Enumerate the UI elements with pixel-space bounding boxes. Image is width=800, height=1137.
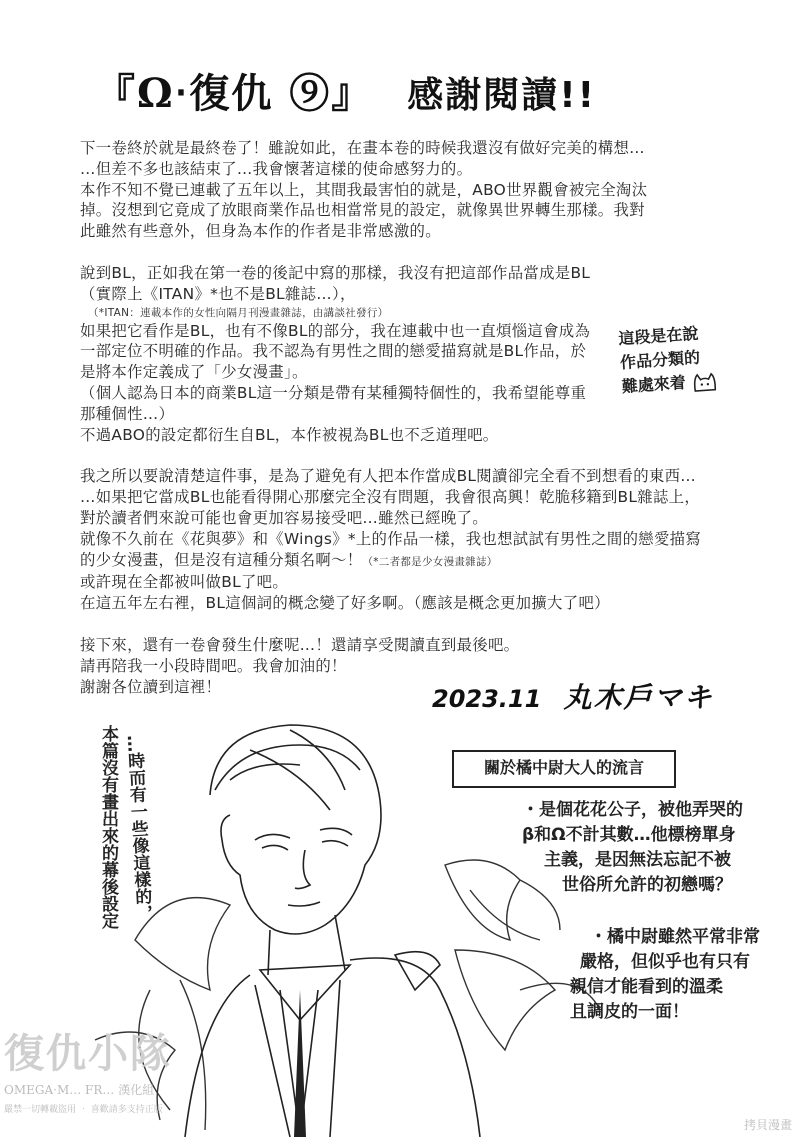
- text-line: …如果把它當成BL也能看得開心那麼完全沒有問題，我會很高興！乾脆移籍到BL雜誌上，: [80, 488, 701, 507]
- text-line: 此雖然有些意外，但身為本作的作者是非常感激的。: [80, 222, 441, 241]
- text-line: 我之所以要說清楚這件事，是為了避免有人把本作當成BL閱讀卻完全看不到想看的東西…: [80, 467, 696, 486]
- text-line: 本作不知不覺已連載了五年以上，其間我最害怕的就是，ABO世界觀會被完全淘汰: [80, 180, 648, 199]
- character-head: [210, 725, 381, 934]
- text-line: 就像不久前在《花與夢》和《Wings》*上的作品一樣，我也想試試有男性之間的戀愛描寫: [80, 529, 702, 548]
- note-line: 難處來着: [621, 365, 772, 399]
- text-line: 說到BL，正如我在第一卷的後記中寫的那樣，我沒有把這部作品當成是BL: [80, 263, 591, 282]
- text-line: 不過ABO的設定都衍生自BL，本作被視為BL也不乏道理吧。: [80, 425, 499, 444]
- text-line: 或許現在全都被叫做BL了吧。: [80, 573, 289, 592]
- text-line: （實際上《ITAN》*也不是BL雜誌…），: [80, 284, 356, 303]
- signature-name: 丸木戶マキ: [563, 681, 714, 714]
- rumor-box-title: 關於橘中尉大人的流言: [452, 750, 676, 788]
- text-line: 一部定位不明確的作品。我不認為有男性之間的戀愛描寫就是BL作品，於: [80, 342, 587, 361]
- text-line: 那種個性…）: [80, 404, 175, 423]
- text-line: 下一卷終於就是最終卷了！雖說如此，在畫本卷的時候我還沒有做好完美的構想…: [80, 139, 645, 157]
- text-line: （個人認為日本的商業BL這一分類是帶有某種獨特個性的，我希望能尊重: [80, 383, 587, 402]
- title-main: 『Ω‧復仇 ⑨』: [95, 70, 374, 117]
- footnote: （*ITAN：連載本作的女性向隔月刊漫畫雜誌，由講談社發行）: [88, 306, 389, 319]
- text-line: 謝謝各位讀到這裡！: [80, 677, 222, 696]
- text-line: 是將本作定義成了「少女漫畫」。: [80, 363, 308, 382]
- vertical-note-middle: …時而有一些像這樣的，: [122, 734, 153, 923]
- text-line: 如果把它看作是BL，也有不像BL的部分，我在連載中也一直煩惱這會成為: [80, 321, 591, 340]
- afterword-body: [80, 138, 720, 697]
- character-tie: [294, 990, 306, 1137]
- text-span: 的少女漫畫，但是沒有這種分類名啊～！: [80, 550, 363, 569]
- text-line: 對於讀者們來說可能也會更加容易接受吧…雖然已經晚了。: [80, 508, 488, 527]
- note-line: 這段是在說: [617, 323, 699, 349]
- rumor-item-2: ・橘中尉雖然平常非常 嚴格，但似乎也有只有 親信才能看到的溫柔 且調皮的一面！: [570, 927, 760, 1022]
- title-sub: 感謝閱讀!!: [407, 75, 597, 116]
- page-title: [95, 62, 715, 132]
- note-line: 作品分類的: [619, 347, 701, 373]
- cat-face-icon: [691, 371, 718, 393]
- text-line: [80, 550, 720, 573]
- vertical-note-left: 本篇沒有畫出來的幕後設定: [98, 725, 118, 929]
- character-coat: [185, 915, 480, 1137]
- footnote: （*二者都是少女漫畫雜誌）: [362, 555, 498, 568]
- rumor-item-1: ・是個花花公子，被他弄哭的 β和Ω不計其數…他標榜單身 主義，是因無法忘記不被 世俗所允許的初戀嗎？: [522, 800, 743, 895]
- text-line: 請再陪我一小段時間吧。我會加油的！: [80, 656, 347, 675]
- scanlation-watermark: 復仇小隊 OMEGA‧M… FR… 漢化組 嚴禁一切轉載盜用 ‧ 喜歡請多支持正版: [4, 1030, 172, 1115]
- text-line: 掉。沒想到它竟成了放眼商業作品也相當常見的設定，就像異世界轉生那樣。我對: [80, 201, 645, 220]
- text-line: 接下來，還有一卷會發生什麼呢…！還請享受閱讀直到最後吧。: [80, 635, 520, 654]
- source-credit: 拷貝漫畫: [743, 1118, 792, 1132]
- handwritten-note: [618, 317, 773, 399]
- text-line: 在這五年左右裡，BL這個詞的概念變了好多啊。（應該是概念更加擴大了吧）: [80, 594, 610, 613]
- text-line: …但差不多也該結束了…我會懷著這樣的使命感努力的。: [80, 159, 473, 178]
- signature-date: 2023.11: [432, 685, 542, 713]
- author-signature: [432, 676, 714, 720]
